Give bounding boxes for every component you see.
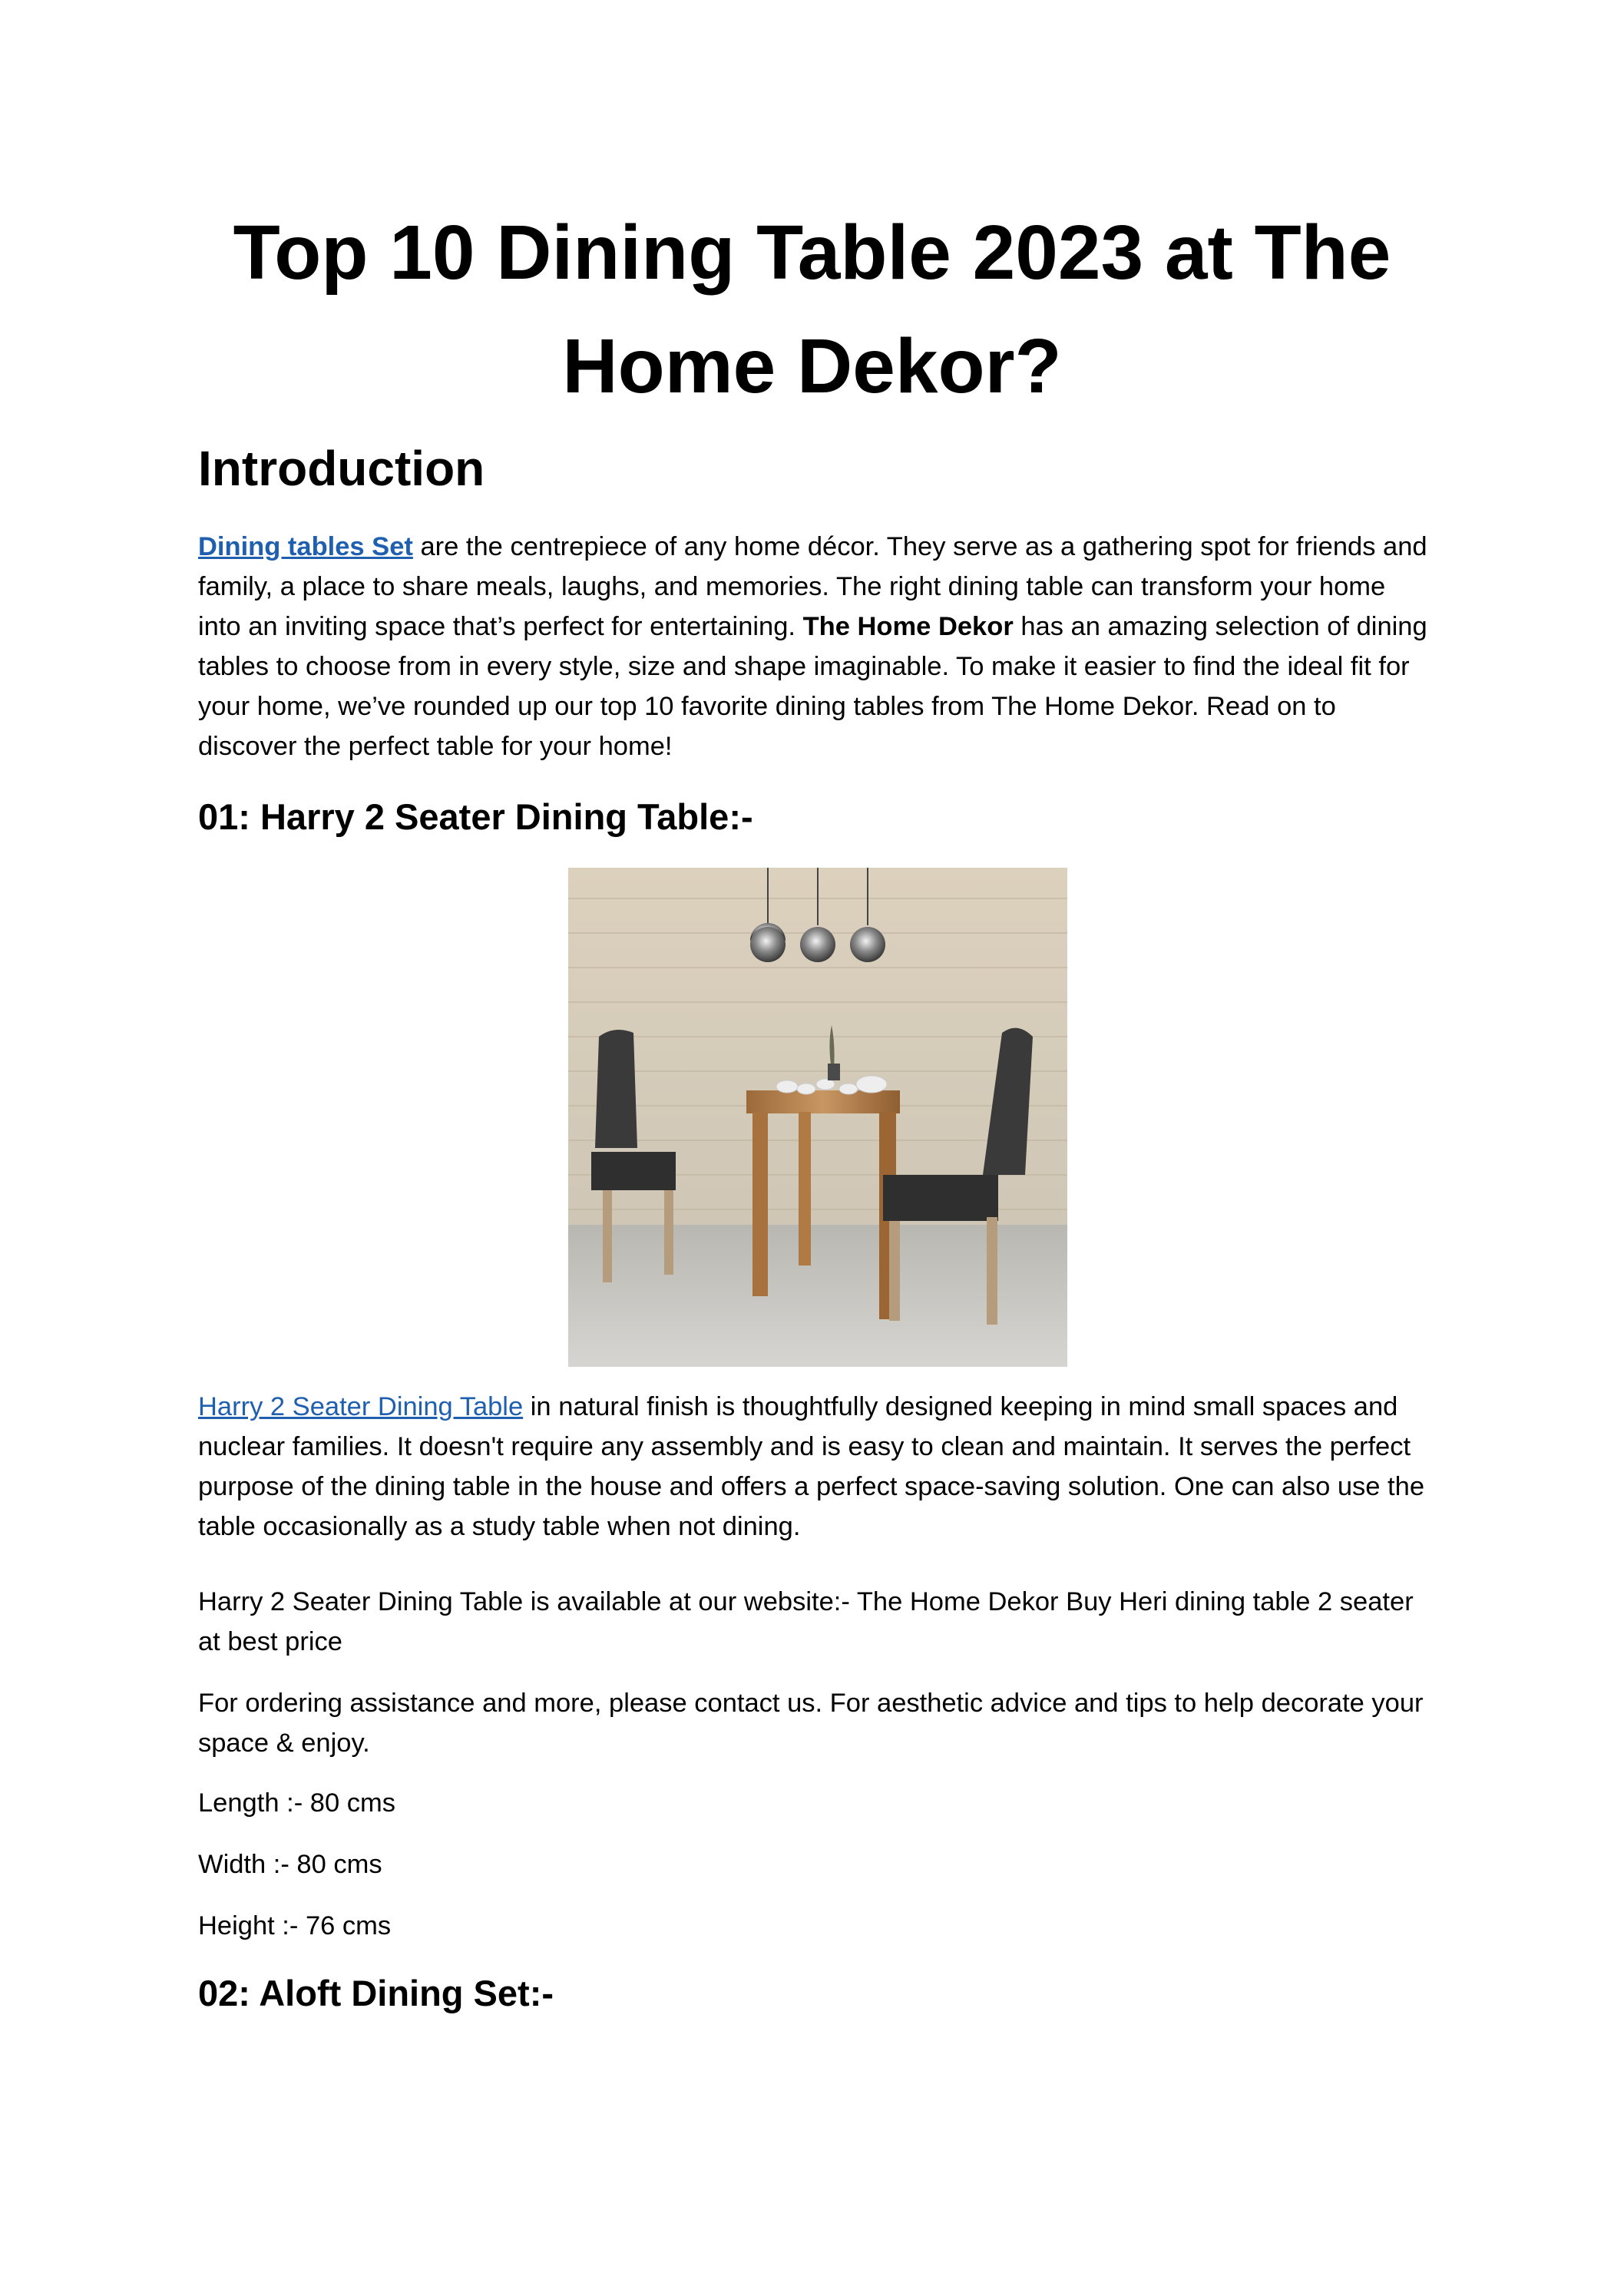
- intro-heading: Introduction: [198, 441, 485, 496]
- spec-width: Width :- 80 cms: [198, 1850, 382, 1879]
- intro-paragraph: [198, 527, 1434, 766]
- item1-contact: For ordering assistance and more, please contact us. For aesthetic advice and tips to help decorate your space & enjoy.: [198, 1689, 1424, 1758]
- item1-description: [198, 1387, 1434, 1547]
- brand-name: The Home Dekor: [802, 612, 1014, 641]
- dining-tables-set-link[interactable]: Dining tables Set: [198, 532, 413, 561]
- item1-availability: Harry 2 Seater Dining Table is available at our website:- The Home Dekor Buy Heri dining table 2 seater at best price: [198, 1587, 1414, 1656]
- intro-text-b: has an amazing selection of dining tables to choose from in every style, size and shape imaginable. To make it easier to find the ideal fit for your home, we’ve rounded up our top 10 favorite dining tables from The Home Dekor. Read on to discover the perfect table for your home!: [198, 612, 1427, 761]
- item1-desc-text: in natural finish is thoughtfully designed keeping in mind small spaces and nuclear families. It doesn't require any assembly and is easy to clean and maintain. It serves the perfect purpose of the dining table in the house and offers a perfect space-saving solution. One can also use the table occasionally as a study table when not dining.: [198, 1392, 1425, 1541]
- spec-length: Length :- 80 cms: [198, 1788, 395, 1818]
- page-title: Top 10 Dining Table 2023 at The Home Dekor?: [233, 210, 1391, 409]
- item2-heading: 02: Aloft Dining Set:-: [198, 1973, 554, 2013]
- item1-heading: 01: Harry 2 Seater Dining Table:-: [198, 796, 753, 837]
- intro-text-a: are the centrepiece of any home décor. They serve as a gathering spot for friends and family, a place to share meals, laughs, and memories. The right dining table can transform your home into an inviting space that’s perfect for entertaining.: [198, 532, 1427, 641]
- harry-dining-table-link[interactable]: Harry 2 Seater Dining Table: [198, 1392, 524, 1421]
- spec-height: Height :- 76 cms: [198, 1911, 392, 1940]
- harry-dining-table-photo: [568, 868, 1067, 1367]
